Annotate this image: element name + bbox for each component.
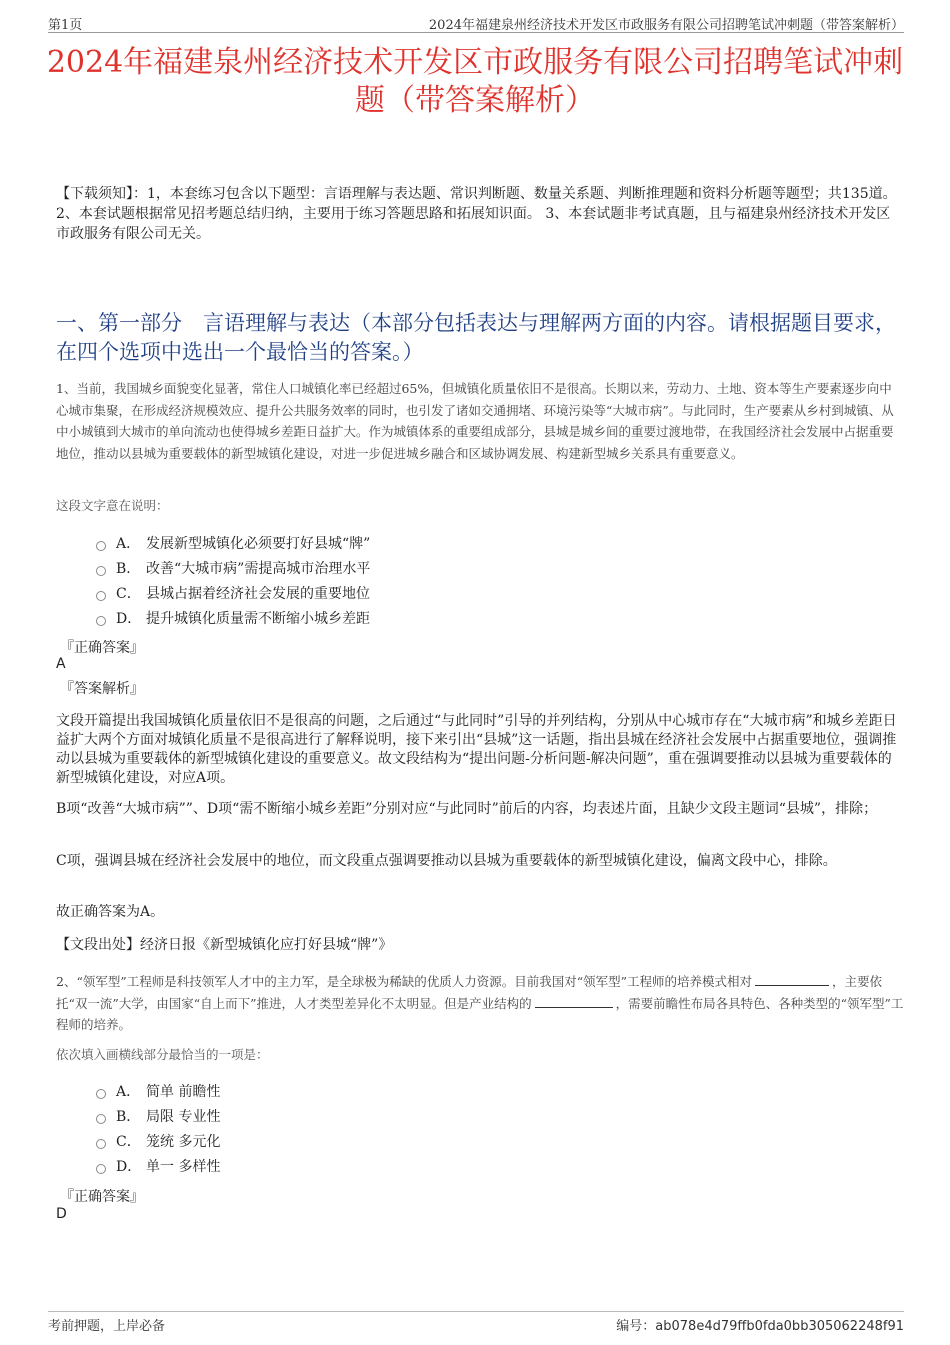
question-1-prompt: 这段文字意在说明： — [56, 498, 169, 513]
option-text: 改善“大城市病”需提高城市治理水平 — [146, 560, 371, 577]
option-c[interactable] — [96, 580, 370, 605]
option-d[interactable] — [96, 1153, 220, 1178]
question-1-options — [96, 530, 370, 630]
option-text: 简单 前瞻性 — [146, 1083, 221, 1100]
option-letter: D． — [116, 1158, 142, 1175]
option-text: 提升城镇化质量需不断缩小城乡差距 — [146, 610, 370, 627]
radio-icon[interactable] — [96, 541, 106, 551]
radio-icon[interactable] — [96, 1139, 106, 1149]
option-b[interactable] — [96, 1103, 220, 1128]
page-number: 第1页 — [48, 18, 83, 33]
footer-rule — [48, 1311, 904, 1313]
footer-code: 编号：ab078e4d79ffb0fda0bb305062248f91 — [616, 1319, 904, 1334]
option-letter: B． — [116, 1108, 141, 1125]
question-2-options — [96, 1078, 220, 1178]
option-b[interactable] — [96, 555, 370, 580]
option-a[interactable] — [96, 1078, 220, 1103]
download-notice: 【下载须知】：1，本套练习包含以下题型：言语理解与表达题、常识判断题、数量关系题、判断推理题和资料分析题等题型；共135道。 2、本套试题根据常见招考题总结归纳，主要用于练习答题思路和拓展知识面。 3、本套试题非考试真题，且与福建泉州经济技术开发区市政服务有限公司无关。 — [56, 186, 897, 242]
option-letter: C． — [116, 1133, 141, 1150]
option-text: 单一 多样性 — [146, 1158, 221, 1175]
radio-icon[interactable] — [96, 616, 106, 626]
answer-label: 『正确答案』 — [60, 1189, 144, 1205]
option-d[interactable] — [96, 605, 370, 630]
option-letter: A． — [116, 1083, 141, 1100]
radio-icon[interactable] — [96, 1164, 106, 1174]
blank-line — [755, 973, 829, 986]
option-letter: C． — [116, 585, 141, 602]
doc-title: 2024年福建泉州经济技术开发区市政服务有限公司招聘笔试冲刺题（带答案解析） — [46, 45, 904, 118]
source-citation: 【文段出处】经济日报《新型城镇化应打好县城“牌”》 — [56, 937, 393, 953]
radio-icon[interactable] — [96, 566, 106, 576]
analysis-conclusion: 故正确答案为A。 — [56, 904, 165, 920]
option-text: 局限 专业性 — [146, 1108, 221, 1125]
analysis-paragraph: 文段开篇提出我国城镇化质量依旧不是很高的问题，之后通过“与此同时”引导的并列结构，分别从中心城市存在“大城市病”和城乡差距日益扩大两个方面对城镇化质量不是很高进行了解释说明，接下来引出“县城”这一话题，指出县城在经济社会发展中占据重要地位，强调推动以县城为重要载体的新型城镇化建设的重要意义。故文段结构为“提出问题-分析问题-解决问题”，重在强调要推动以县城为重要载体的新型城镇化建设，对应A项。 — [56, 713, 897, 786]
question-1-text: 1、当前，我国城乡面貌变化显著，常住人口城镇化率已经超过65%，但城镇化质量依旧不是很高。长期以来，劳动力、土地、资本等生产要素逐步向中心城市集聚，在形成经济规模效应、提升公共服务效率的同时，也引发了诸如交通拥堵、环境污染等“大城市病”。与此同时，生产要素从乡村到城镇、从中小城镇到大城市的单向流动也使得城乡差距日益扩大。作为城镇体系的重要组成部分，县城是城乡间的重要过渡地带，在我国经济社会发展中占据重要地位，推动以县城为重要载体的新型城镇化建设，对进一步促进城乡融合和区域协调发展、构建新型城乡关系具有重要意义。 — [56, 381, 894, 461]
radio-icon[interactable] — [96, 591, 106, 601]
option-text: 县城占据着经济社会发展的重要地位 — [146, 585, 370, 602]
radio-icon[interactable] — [96, 1089, 106, 1099]
answer-value: A — [56, 656, 66, 672]
analysis-label: 『答案解析』 — [60, 681, 144, 697]
analysis-paragraph: C项，强调县城在经济社会发展中的地位，而文段重点强调要推动以县城为重要载体的新型城镇化建设，偏离文段中心，排除。 — [56, 853, 837, 869]
option-c[interactable] — [96, 1128, 220, 1153]
radio-icon[interactable] — [96, 1114, 106, 1124]
option-a[interactable] — [96, 530, 370, 555]
option-letter: B． — [116, 560, 141, 577]
answer-label: 『正确答案』 — [60, 640, 144, 656]
question-2-prompt: 依次填入画横线部分最恰当的一项是： — [56, 1047, 269, 1062]
option-letter: A． — [116, 535, 141, 552]
question-2-text: 2、“领军型”工程师是科技领军人才中的主力军，是全球极为稀缺的优质人力资源。目前我国对“领军型”工程师的培养模式相对 ，主要依托“双一流”大学，由国家“自上而下”推进，人才类型差异化不太明显。但是产业结构的 ，需要前瞻性布局各具特色、各种类型的“领军型”工程师的培养。 — [56, 974, 904, 1032]
blank-line — [535, 995, 613, 1008]
header-doc-title: 2024年福建泉州经济技术开发区市政服务有限公司招聘笔试冲刺题（带答案解析） — [428, 18, 904, 33]
page-header — [48, 12, 904, 33]
footer-slogan: 考前押题，上岸必备 — [48, 1319, 166, 1334]
answer-value: D — [56, 1206, 67, 1222]
analysis-paragraph: B项“改善“大城市病””、D项“需不断缩小城乡差距”分别对应“与此同时”前后的内容，均表述片面，且缺少文段主题词“县城”，排除； — [56, 801, 878, 817]
option-text: 笼统 多元化 — [146, 1133, 221, 1150]
option-text: 发展新型城镇化必须要打好县城“牌” — [146, 535, 371, 552]
section-title: 一、第一部分 言语理解与表达（本部分包括表达与理解两方面的内容。请根据题目要求，在四个选项中选出一个最恰当的答案。） — [56, 311, 896, 364]
option-letter: D． — [116, 610, 142, 627]
